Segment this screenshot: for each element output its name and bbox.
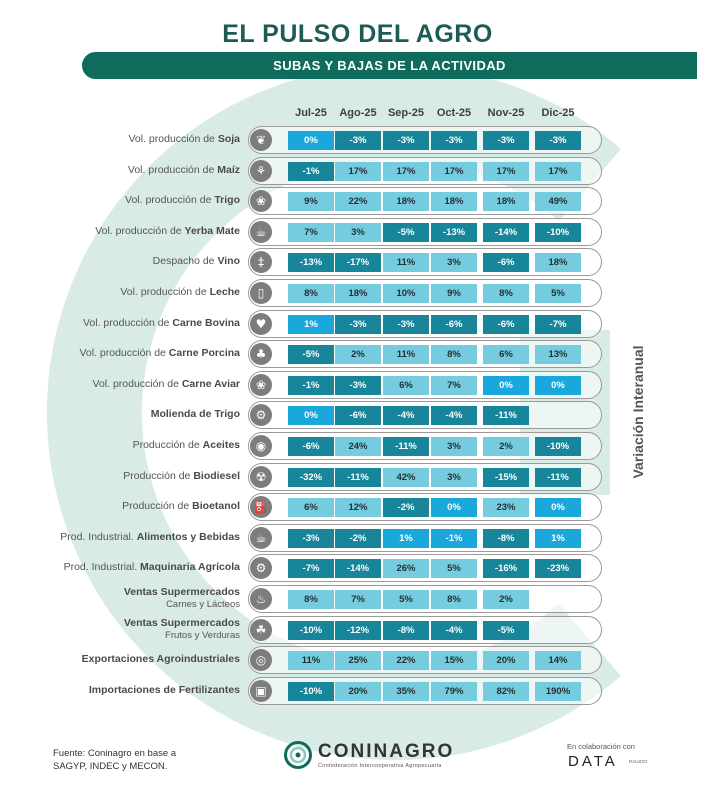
table-row <box>0 217 715 248</box>
value-cell: -6% <box>288 437 334 456</box>
value-cell: 9% <box>288 192 334 211</box>
coninagro-logo-icon <box>284 741 312 769</box>
table-row <box>0 492 715 523</box>
row-label-prefix: Despacho de <box>152 255 218 268</box>
biodiesel-icon: ☢ <box>250 466 272 488</box>
value-cell: 12% <box>335 498 381 517</box>
row-label-bold: Aceites <box>202 439 240 451</box>
table-row <box>0 584 715 615</box>
row-label-bold: Carne Bovina <box>172 316 240 329</box>
row-label-prefix: Vol. producción de <box>128 133 218 145</box>
column-header: Jul-25 <box>295 107 327 119</box>
value-cell: 18% <box>431 192 477 211</box>
row-label <box>60 531 240 543</box>
value-cell: 11% <box>383 345 429 364</box>
value-cell: -2% <box>335 529 381 548</box>
row-label-prefix: Vol. producción de <box>79 347 169 360</box>
table-row <box>0 676 715 707</box>
fuel-pump-icon: ⛽ <box>250 496 272 518</box>
row-label-bold: Ventas Supermercados <box>123 586 240 598</box>
value-cell: 17% <box>431 162 477 181</box>
row-label-prefix: Prod. Industrial. <box>60 530 137 543</box>
row-label <box>89 684 240 696</box>
data-partner-sub: RAUZZO <box>629 759 648 764</box>
value-cell: 35% <box>383 682 429 701</box>
apple-icon: ☘ <box>250 619 272 641</box>
chicken-icon: ❀ <box>250 374 272 396</box>
value-cell: -4% <box>431 621 477 640</box>
row-label <box>129 133 241 145</box>
meat-icon: ♨ <box>250 588 272 610</box>
value-cell: -12% <box>335 621 381 640</box>
value-cell: -17% <box>335 253 381 272</box>
row-label <box>124 617 240 642</box>
value-cell: 0% <box>483 376 529 395</box>
row-label-bold: Maíz <box>217 163 240 176</box>
value-cell: 17% <box>335 162 381 181</box>
row-label-sub: Frutos y Verduras <box>165 629 240 641</box>
value-cell: -6% <box>483 253 529 272</box>
value-cell: 10% <box>383 284 429 303</box>
row-label-bold: Yerba Mate <box>184 224 240 237</box>
value-cell: 1% <box>535 529 581 548</box>
row-label-prefix: Producción de <box>122 500 193 513</box>
row-label <box>123 470 240 482</box>
value-cell: -14% <box>335 559 381 578</box>
value-cell: 0% <box>288 131 334 150</box>
value-cell: 3% <box>335 223 381 242</box>
value-cell: -6% <box>483 315 529 334</box>
value-cell: 2% <box>483 437 529 456</box>
table-row <box>0 125 715 156</box>
value-cell: 2% <box>483 590 529 609</box>
row-label <box>124 586 240 611</box>
value-cell: 14% <box>535 651 581 670</box>
value-cell: 6% <box>483 345 529 364</box>
value-cell: 18% <box>383 192 429 211</box>
table-row <box>0 339 715 370</box>
source-note <box>53 747 176 773</box>
coninagro-tagline: Confederación Intercooperativa Agropecuaria <box>318 763 442 769</box>
value-cell: 5% <box>431 559 477 578</box>
value-cell: 42% <box>383 468 429 487</box>
value-cell: 6% <box>288 498 334 517</box>
value-cell: -10% <box>288 682 334 701</box>
pig-icon: ♣ <box>250 343 272 365</box>
value-cell: 7% <box>431 376 477 395</box>
coninagro-brand: CONINAGRO <box>318 741 455 762</box>
page-title: EL PULSO DEL AGRO <box>222 20 493 48</box>
row-label-bold: Molienda de Trigo <box>150 408 240 421</box>
table-row <box>0 431 715 462</box>
fertilizer-icon: ▣ <box>250 680 272 702</box>
row-label-bold: Alimentos y Bebidas <box>136 530 240 543</box>
table-row <box>0 186 715 217</box>
row-label <box>93 378 240 390</box>
table-row <box>0 278 715 309</box>
column-header: Dic-25 <box>541 107 575 119</box>
row-label-prefix: Vol. producción de <box>92 377 182 390</box>
value-cell: 15% <box>431 651 477 670</box>
row-label-bold: Carne Aviar <box>181 377 240 390</box>
value-cell: 3% <box>431 468 477 487</box>
value-cell: 0% <box>535 498 581 517</box>
row-label <box>95 225 240 237</box>
row-label <box>79 347 240 359</box>
value-cell: 1% <box>288 315 334 334</box>
wheat-icon: ❀ <box>250 190 272 212</box>
table-row <box>0 615 715 646</box>
value-cell: -8% <box>383 621 429 640</box>
value-cell: 23% <box>483 498 529 517</box>
column-header: Oct-25 <box>436 107 472 119</box>
value-cell: 8% <box>431 345 477 364</box>
value-cell: -14% <box>483 223 529 242</box>
row-label-bold: Trigo <box>214 194 240 207</box>
mate-icon: ☕ <box>250 221 272 243</box>
row-label-bold: Maquinaria Agrícola <box>140 561 240 574</box>
value-cell: -5% <box>483 621 529 640</box>
value-cell: 0% <box>288 406 334 425</box>
row-label-prefix: Producción de <box>132 439 203 451</box>
value-cell: 13% <box>535 345 581 364</box>
value-cell: -11% <box>483 406 529 425</box>
value-cell: -3% <box>335 376 381 395</box>
value-cell: 82% <box>483 682 529 701</box>
row-label <box>83 317 240 329</box>
row-label-bold: Exportaciones Agroindustriales <box>81 653 240 666</box>
value-cell: 24% <box>335 437 381 456</box>
value-cell: 190% <box>535 682 581 701</box>
row-label-bold: Leche <box>209 286 240 298</box>
value-cell: 5% <box>383 590 429 609</box>
value-cell: -4% <box>383 406 429 425</box>
value-cell: 18% <box>535 253 581 272</box>
subtitle-banner <box>82 52 697 79</box>
value-cell: -15% <box>483 468 529 487</box>
row-label-bold: Bioetanol <box>192 500 240 513</box>
subtitle: SUBAS Y BAJAS DE LA ACTIVIDAD <box>273 58 506 73</box>
value-cell: 49% <box>535 192 581 211</box>
row-label <box>125 194 240 206</box>
value-cell: 7% <box>335 590 381 609</box>
table-row <box>0 523 715 554</box>
value-cell: -10% <box>535 437 581 456</box>
value-cell: -13% <box>288 253 334 272</box>
row-label <box>151 408 240 420</box>
table-row <box>0 553 715 584</box>
value-cell: 2% <box>335 345 381 364</box>
table-row <box>0 645 715 676</box>
value-cell: 8% <box>431 590 477 609</box>
table-row <box>0 247 715 278</box>
value-cell: 8% <box>288 590 334 609</box>
row-label-prefix: Vol. producción de <box>125 194 215 207</box>
value-cell: -3% <box>431 131 477 150</box>
value-cell: 22% <box>335 192 381 211</box>
value-cell: -1% <box>288 162 334 181</box>
value-cell: -3% <box>335 131 381 150</box>
tractor-icon: ⚙ <box>250 557 272 579</box>
row-label-prefix: Vol. producción de <box>120 286 210 298</box>
row-label-prefix: Vol. producción de <box>127 163 218 176</box>
value-cell: 6% <box>383 376 429 395</box>
cow-icon: ♥ <box>250 313 272 335</box>
row-label-prefix: Producción de <box>123 469 194 482</box>
value-cell: -3% <box>383 315 429 334</box>
value-cell: 3% <box>431 437 477 456</box>
value-cell: -7% <box>288 559 334 578</box>
value-cell: 11% <box>288 651 334 670</box>
row-label-bold: Biodiesel <box>193 469 240 482</box>
row-label-bold: Vino <box>217 255 240 268</box>
data-partner-logo: DATA <box>568 753 618 770</box>
value-cell: -23% <box>535 559 581 578</box>
value-cell: 17% <box>483 162 529 181</box>
value-cell: 20% <box>483 651 529 670</box>
oil-icon: ◉ <box>250 435 272 457</box>
value-cell: 1% <box>383 529 429 548</box>
wine-bottle-icon: ‡ <box>250 251 272 273</box>
variation-axis-label: Variación Interanual <box>630 345 646 479</box>
food-icon: ☕ <box>250 527 272 549</box>
value-cell: 25% <box>335 651 381 670</box>
value-cell: -3% <box>383 131 429 150</box>
row-label <box>82 653 240 665</box>
source-line-1: Fuente: Coninagro en base a <box>53 748 177 759</box>
row-label-bold: Carne Porcina <box>168 347 240 360</box>
value-cell: 5% <box>535 284 581 303</box>
row-label-bold: Soja <box>217 133 240 145</box>
value-cell: 26% <box>383 559 429 578</box>
row-label <box>64 561 240 573</box>
row-label-bold: Importaciones de Fertilizantes <box>88 683 240 696</box>
value-cell: 79% <box>431 682 477 701</box>
value-cell: 7% <box>288 223 334 242</box>
globe-icon: ◎ <box>250 649 272 671</box>
collaboration-note: En colaboración con <box>567 742 635 751</box>
table-row <box>0 400 715 431</box>
value-cell: -10% <box>535 223 581 242</box>
value-cell: -3% <box>535 131 581 150</box>
mill-icon: ⚙ <box>250 404 272 426</box>
row-label-prefix: Vol. producción de <box>83 316 173 329</box>
value-cell: -10% <box>288 621 334 640</box>
value-cell: -2% <box>383 498 429 517</box>
value-cell: -3% <box>288 529 334 548</box>
value-cell: -1% <box>431 529 477 548</box>
value-cell: -13% <box>431 223 477 242</box>
row-label-bold: Ventas Supermercados <box>123 616 240 629</box>
soy-icon: ❦ <box>250 129 272 151</box>
value-cell: 22% <box>383 651 429 670</box>
row-label <box>128 164 240 176</box>
value-cell: 17% <box>535 162 581 181</box>
corn-icon: ⚘ <box>250 160 272 182</box>
value-cell: -5% <box>383 223 429 242</box>
value-cell: -32% <box>288 468 334 487</box>
value-cell: 0% <box>535 376 581 395</box>
row-label-prefix: Prod. Industrial. <box>63 561 141 574</box>
value-cell: -11% <box>535 468 581 487</box>
column-header: Ago-25 <box>339 107 377 119</box>
value-cell: -11% <box>383 437 429 456</box>
column-header: Sep-25 <box>387 107 425 119</box>
value-cell: 20% <box>335 682 381 701</box>
value-cell: 8% <box>288 284 334 303</box>
value-cell: -3% <box>335 315 381 334</box>
value-cell: -16% <box>483 559 529 578</box>
value-cell: 0% <box>431 498 477 517</box>
row-label <box>153 255 240 267</box>
column-header: Nov-25 <box>487 107 525 119</box>
value-cell: 9% <box>431 284 477 303</box>
table-row <box>0 462 715 493</box>
row-label-prefix: Vol. producción de <box>95 224 185 237</box>
row-label <box>120 286 240 298</box>
row-label <box>133 439 240 451</box>
table-row <box>0 370 715 401</box>
value-cell: 18% <box>483 192 529 211</box>
value-cell: 3% <box>431 253 477 272</box>
value-cell: 8% <box>483 284 529 303</box>
value-cell: -8% <box>483 529 529 548</box>
value-cell: -6% <box>335 406 381 425</box>
value-cell: 17% <box>383 162 429 181</box>
value-cell: -7% <box>535 315 581 334</box>
value-cell: -4% <box>431 406 477 425</box>
row-label <box>122 500 240 512</box>
table-row <box>0 156 715 187</box>
value-cell: -6% <box>431 315 477 334</box>
milk-icon: ▯ <box>250 282 272 304</box>
value-cell: -3% <box>483 131 529 150</box>
value-cell: 18% <box>335 284 381 303</box>
value-cell: -11% <box>335 468 381 487</box>
value-cell: -5% <box>288 345 334 364</box>
table-row <box>0 309 715 340</box>
value-cell: -1% <box>288 376 334 395</box>
value-cell: 11% <box>383 253 429 272</box>
row-label-sub: Carnes y Lácteos <box>166 599 240 610</box>
source-line-2: SAGYP, INDEC y MECON. <box>53 761 168 772</box>
